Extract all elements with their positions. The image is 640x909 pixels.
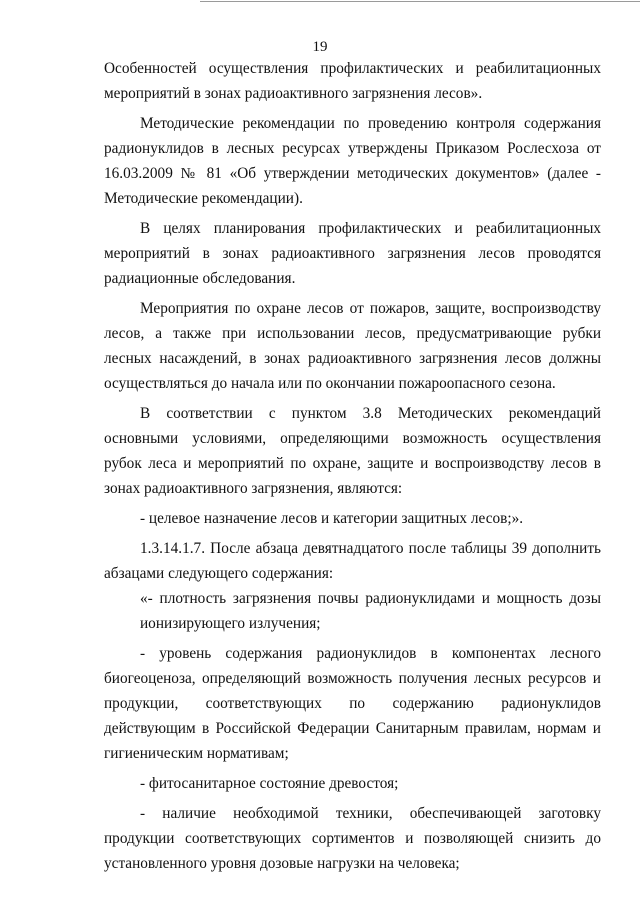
top-border-line	[200, 1, 640, 2]
paragraph-amendment-1-3-14-1-7: 1.3.14.1.7. После абзаца девятнадцатого после таблицы 39 дополнить абзацами следующего содержания:	[104, 540, 601, 582]
list-item-forest-purpose: - целевое назначение лесов и категории защитных лесов;».	[140, 510, 524, 527]
list-item-soil-contamination: «- плотность загрязнения почвы радионуклидами и мощность дозы ионизирующего излучения;	[140, 590, 601, 632]
paragraph-methodical-recommendations: Методические рекомендации по проведению контроля содержания радионуклидов в лесных ресурсах утверждены Приказом Рослесхоза от 16.03.2009 № 81 «Об утверждении методических документов» (далее - Методические рекомендации).	[104, 115, 601, 207]
paragraph-fire-protection: Мероприятия по охране лесов от пожаров, защите, воспроизводству лесов, а также при использовании лесов, предусматривающие рубки лесных насаждений, в зонах радиоактивного загрязнения лесов должны осуществляться до начала или по окончании пожароопасного сезона.	[104, 300, 601, 392]
list-item-phytosanitary-state: - фитосанитарное состояние древостоя;	[140, 775, 399, 792]
paragraph-radiation-surveys: В целях планирования профилактических и реабилитационных мероприятий в зонах радиоактивного загрязнения лесов проводятся радиационные обследования.	[104, 220, 601, 287]
document-body	[104, 56, 601, 876]
list-item-equipment: - наличие необходимой техники, обеспечивающей заготовку продукции соответствующих сортиментов и позволяющей снизить до установленного уровня дозовые нагрузки на человека;	[104, 805, 601, 872]
paragraph-main-conditions: В соответствии с пунктом 3.8 Методических рекомендаций основными условиями, определяющими возможность осуществления рубок леса и мероприятий по охране, защите и воспроизводству лесов в зонах радиоактивного загрязнения, являются:	[104, 405, 601, 497]
page-number: 19	[312, 39, 328, 55]
paragraph-continuation: Особенностей осуществления профилактических и реабилитационных мероприятий в зонах радиоактивного загрязнения лесов».	[104, 60, 601, 102]
list-item-radionuclide-level: - уровень содержания радионуклидов в компонентах лесного биогеоценоза, определяющий возможность получения лесных ресурсов и продукции, соответствующих по содержанию радионуклидов действующим в Российской Федерации Санитарным правилам, нормам и гигиеническим нормативам;	[104, 645, 601, 762]
